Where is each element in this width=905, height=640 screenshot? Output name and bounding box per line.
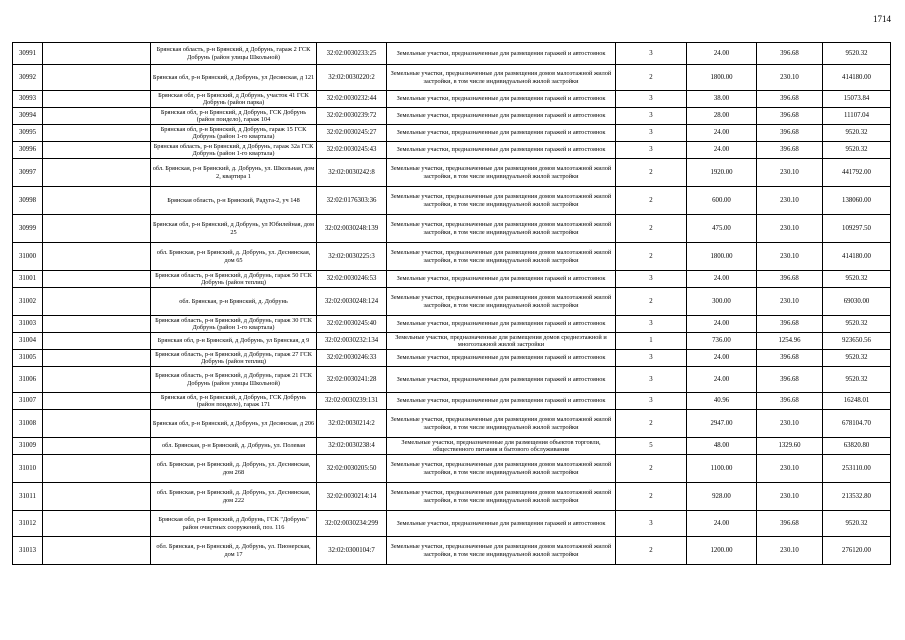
- cadastral-number-cell: 32:02:0030248:124: [317, 288, 387, 316]
- cadastral-number-cell: 32:02:0030241:28: [317, 367, 387, 393]
- cadastral-number-cell: 32:02:0030225:3: [317, 243, 387, 271]
- address-cell: обл. Брянская, р-н Брянский, д. Добрунь: [151, 288, 317, 316]
- blank-cell: [43, 243, 151, 271]
- specific-value-cell: 230.10: [757, 410, 823, 438]
- use-group-cell: 2: [616, 483, 687, 511]
- area-cell: 928.00: [687, 483, 757, 511]
- use-group-cell: 5: [616, 438, 687, 455]
- area-cell: 24.00: [687, 316, 757, 333]
- area-cell: 24.00: [687, 271, 757, 288]
- address-cell: обл. Брянская, р-н Брянский, д. Добрунь, ул. Деснянская, дом 222: [151, 483, 317, 511]
- row-number: 31007: [13, 393, 43, 410]
- table-row: [13, 125, 891, 142]
- land-use-cell: Земельные участки, предназначенные для размещения гаражей и автостоянок: [387, 91, 616, 108]
- row-number: 31000: [13, 243, 43, 271]
- address-cell: Брянская обл, р-н Брянский, д Добрунь, гараж 15 ГСК Добрунь (район 1-го квартала): [151, 125, 317, 142]
- cadastral-value-cell: 923650.56: [823, 333, 891, 350]
- table-row: [13, 455, 891, 483]
- table-row: [13, 483, 891, 511]
- use-group-cell: 3: [616, 125, 687, 142]
- cadastral-number-cell: 32:02:0030214:14: [317, 483, 387, 511]
- address-cell: обл. Брянская, р-н Брянский, д. Добрунь, ул. Пионерская, дом 17: [151, 537, 317, 565]
- land-use-cell: Земельные участки, предназначенные для размещения домов малоэтажной жилой застройки, в том числе индивидуальной жилой застройки: [387, 243, 616, 271]
- use-group-cell: 3: [616, 367, 687, 393]
- specific-value-cell: 230.10: [757, 243, 823, 271]
- table-row: [13, 243, 891, 271]
- blank-cell: [43, 187, 151, 215]
- cadastral-value-table: [12, 42, 891, 565]
- cadastral-value-cell: 63820.80: [823, 438, 891, 455]
- cadastral-value-cell: 16248.01: [823, 393, 891, 410]
- blank-cell: [43, 410, 151, 438]
- specific-value-cell: 230.10: [757, 455, 823, 483]
- row-number: 31006: [13, 367, 43, 393]
- use-group-cell: 2: [616, 455, 687, 483]
- row-number: 31004: [13, 333, 43, 350]
- cadastral-number-cell: 32:02:0030245:27: [317, 125, 387, 142]
- blank-cell: [43, 288, 151, 316]
- cadastral-value-cell: 414180.00: [823, 243, 891, 271]
- land-use-cell: Земельные участки, предназначенные для размещения домов малоэтажной жилой застройки, в том числе индивидуальной жилой застройки: [387, 215, 616, 243]
- specific-value-cell: 230.10: [757, 215, 823, 243]
- specific-value-cell: 396.68: [757, 393, 823, 410]
- table-row: [13, 215, 891, 243]
- area-cell: 40.96: [687, 393, 757, 410]
- table-row: [13, 142, 891, 159]
- use-group-cell: 1: [616, 333, 687, 350]
- land-use-cell: Земельные участки, предназначенные для размещения домов малоэтажной жилой застройки, в том числе индивидуальной жилой застройки: [387, 159, 616, 187]
- land-use-cell: Земельные участки, предназначенные для размещения гаражей и автостоянок: [387, 271, 616, 288]
- table-row: [13, 511, 891, 537]
- specific-value-cell: 396.68: [757, 511, 823, 537]
- area-cell: 24.00: [687, 350, 757, 367]
- specific-value-cell: 230.10: [757, 537, 823, 565]
- area-cell: 736.00: [687, 333, 757, 350]
- land-use-cell: Земельные участки, предназначенные для размещения гаражей и автостоянок: [387, 367, 616, 393]
- cadastral-number-cell: 32:02:0030205:50: [317, 455, 387, 483]
- table-row: [13, 271, 891, 288]
- area-cell: 24.00: [687, 43, 757, 65]
- use-group-cell: 2: [616, 215, 687, 243]
- use-group-cell: 2: [616, 537, 687, 565]
- land-use-cell: Земельные участки, предназначенные для размещения гаражей и автостоянок: [387, 43, 616, 65]
- table-row: [13, 393, 891, 410]
- area-cell: 1800.00: [687, 65, 757, 91]
- land-use-cell: Земельные участки, предназначенные для размещения гаражей и автостоянок: [387, 393, 616, 410]
- area-cell: 24.00: [687, 125, 757, 142]
- cadastral-value-cell: 138060.00: [823, 187, 891, 215]
- land-use-cell: Земельные участки, предназначенные для размещения гаражей и автостоянок: [387, 511, 616, 537]
- use-group-cell: 3: [616, 350, 687, 367]
- cadastral-number-cell: 32:02:0030239:131: [317, 393, 387, 410]
- table-row: [13, 537, 891, 565]
- cadastral-value-cell: 414180.00: [823, 65, 891, 91]
- use-group-cell: 2: [616, 410, 687, 438]
- blank-cell: [43, 43, 151, 65]
- table-row: [13, 288, 891, 316]
- cadastral-value-cell: 11107.04: [823, 108, 891, 125]
- blank-cell: [43, 65, 151, 91]
- use-group-cell: 2: [616, 187, 687, 215]
- address-cell: обл. Брянская, р-н Брянский, д. Добрунь, ул. Школьная, дом 2, квартира 1: [151, 159, 317, 187]
- row-number: 30994: [13, 108, 43, 125]
- area-cell: 24.00: [687, 367, 757, 393]
- specific-value-cell: 1254.96: [757, 333, 823, 350]
- use-group-cell: 2: [616, 159, 687, 187]
- blank-cell: [43, 438, 151, 455]
- area-cell: 1100.00: [687, 455, 757, 483]
- address-cell: Брянская обл, р-н Брянский, д Добрунь, ул Десянская, д 206: [151, 410, 317, 438]
- blank-cell: [43, 483, 151, 511]
- cadastral-number-cell: 32:02:0030232:134: [317, 333, 387, 350]
- blank-cell: [43, 142, 151, 159]
- row-number: 30997: [13, 159, 43, 187]
- land-use-cell: Земельные участки, предназначенные для размещения домов среднеэтажной и многоэтажной жилой застройки: [387, 333, 616, 350]
- address-cell: обл. Брянская, р-н Брянский, д. Добрунь, ул. Деснянская, дом 65: [151, 243, 317, 271]
- row-number: 30998: [13, 187, 43, 215]
- cadastral-number-cell: 32:02:0030239:72: [317, 108, 387, 125]
- row-number: 30991: [13, 43, 43, 65]
- table-body: [13, 43, 891, 565]
- use-group-cell: 3: [616, 393, 687, 410]
- blank-cell: [43, 108, 151, 125]
- cadastral-value-cell: 69030.00: [823, 288, 891, 316]
- table-row: [13, 333, 891, 350]
- area-cell: 2947.00: [687, 410, 757, 438]
- cadastral-value-cell: 441792.00: [823, 159, 891, 187]
- address-cell: Брянская обл, р-н Брянский, д Добрунь, ГСК Добрунь (район поидело), гараж 104: [151, 108, 317, 125]
- cadastral-value-cell: 109297.50: [823, 215, 891, 243]
- land-use-cell: Земельные участки, предназначенные для размещения домов малоэтажной жилой застройки, в том числе индивидуальной жилой застройки: [387, 288, 616, 316]
- table-row: [13, 367, 891, 393]
- address-cell: Брянская область, р-н Брянский, д Добрунь, гараж 21 ГСК Добрунь (район улицы Школьной): [151, 367, 317, 393]
- row-number: 30999: [13, 215, 43, 243]
- table-row: [13, 350, 891, 367]
- blank-cell: [43, 393, 151, 410]
- row-number: 31009: [13, 438, 43, 455]
- specific-value-cell: 396.68: [757, 108, 823, 125]
- cadastral-number-cell: 32:02:0030248:139: [317, 215, 387, 243]
- blank-cell: [43, 125, 151, 142]
- cadastral-number-cell: 32:02:0300104:7: [317, 537, 387, 565]
- address-cell: Брянская обл, р-н Брянский, д Добрунь, ул Брянская, д 9: [151, 333, 317, 350]
- cadastral-number-cell: 32:02:0030246:53: [317, 271, 387, 288]
- address-cell: Брянская обл, р-н Брянский, д Добрунь, ул Юбилейная, дом 25: [151, 215, 317, 243]
- cadastral-number-cell: 32:02:0030245:43: [317, 142, 387, 159]
- row-number: 31001: [13, 271, 43, 288]
- land-use-cell: Земельные участки, предназначенные для размещения домов малоэтажной жилой застройки, в том числе индивидуальной жилой застройки: [387, 455, 616, 483]
- specific-value-cell: 396.68: [757, 43, 823, 65]
- row-number: 30992: [13, 65, 43, 91]
- address-cell: Брянская область, р-н Брянский, д Добрунь, гараж 27 ГСК Добрунь (район теплиц): [151, 350, 317, 367]
- row-number: 30993: [13, 91, 43, 108]
- row-number: 30996: [13, 142, 43, 159]
- specific-value-cell: 396.68: [757, 125, 823, 142]
- use-group-cell: 3: [616, 91, 687, 108]
- table-row: [13, 410, 891, 438]
- area-cell: 28.00: [687, 108, 757, 125]
- cadastral-value-cell: 9520.32: [823, 316, 891, 333]
- land-use-cell: Земельные участки, предназначенные для размещения домов малоэтажной жилой застройки, в том числе индивидуальной жилой застройки: [387, 65, 616, 91]
- land-use-cell: Земельные участки, предназначенные для размещения гаражей и автостоянок: [387, 316, 616, 333]
- specific-value-cell: 396.68: [757, 350, 823, 367]
- cadastral-number-cell: 32:02:0030234:299: [317, 511, 387, 537]
- table-row: [13, 91, 891, 108]
- blank-cell: [43, 333, 151, 350]
- cadastral-value-cell: 9520.32: [823, 511, 891, 537]
- area-cell: 24.00: [687, 511, 757, 537]
- area-cell: 38.00: [687, 91, 757, 108]
- cadastral-value-cell: 9520.32: [823, 271, 891, 288]
- cadastral-number-cell: 32:02:0030245:40: [317, 316, 387, 333]
- use-group-cell: 2: [616, 65, 687, 91]
- land-use-cell: Земельные участки, предназначенные для размещения гаражей и автостоянок: [387, 142, 616, 159]
- row-number: 31010: [13, 455, 43, 483]
- area-cell: 1200.00: [687, 537, 757, 565]
- use-group-cell: 3: [616, 43, 687, 65]
- use-group-cell: 2: [616, 243, 687, 271]
- use-group-cell: 3: [616, 108, 687, 125]
- blank-cell: [43, 215, 151, 243]
- address-cell: Брянская область, р-н Брянский, д Добрунь, гараж 32а ГСК Добрунь (район 1-го квартала): [151, 142, 317, 159]
- use-group-cell: 3: [616, 271, 687, 288]
- cadastral-value-cell: 213532.80: [823, 483, 891, 511]
- blank-cell: [43, 455, 151, 483]
- row-number: 31005: [13, 350, 43, 367]
- specific-value-cell: 1329.60: [757, 438, 823, 455]
- land-use-cell: Земельные участки, предназначенные для размещения домов малоэтажной жилой застройки, в том числе индивидуальной жилой застройки: [387, 483, 616, 511]
- address-cell: обл. Брянская, р-н Брянский, д. Добрунь, ул. Полевая: [151, 438, 317, 455]
- area-cell: 600.00: [687, 187, 757, 215]
- address-cell: обл. Брянская, р-н Брянский, д. Добрунь, ул. Деснянская, дом 268: [151, 455, 317, 483]
- table-row: [13, 65, 891, 91]
- page-number: 1714: [873, 14, 891, 24]
- use-group-cell: 2: [616, 288, 687, 316]
- row-number: 30995: [13, 125, 43, 142]
- area-cell: 300.00: [687, 288, 757, 316]
- specific-value-cell: 230.10: [757, 187, 823, 215]
- cadastral-value-cell: 9520.32: [823, 125, 891, 142]
- row-number: 31011: [13, 483, 43, 511]
- use-group-cell: 3: [616, 316, 687, 333]
- row-number: 31013: [13, 537, 43, 565]
- area-cell: 24.00: [687, 142, 757, 159]
- specific-value-cell: 230.10: [757, 288, 823, 316]
- cadastral-value-cell: 9520.32: [823, 350, 891, 367]
- use-group-cell: 3: [616, 142, 687, 159]
- address-cell: Брянская область, р-н Брянский, д Добрунь, гараж 2 ГСК Добрунь (район улицы Школьной): [151, 43, 317, 65]
- address-cell: Брянская обл, р-н Брянский, д Добрунь, участок 41 ГСК Добрунь (район парка): [151, 91, 317, 108]
- address-cell: Брянская обл, р-н Брянский, д Добрунь, ГСК "Добрунь" район очистных сооружений, поз. 116: [151, 511, 317, 537]
- specific-value-cell: 396.68: [757, 271, 823, 288]
- cadastral-number-cell: 32:02:0030214:2: [317, 410, 387, 438]
- cadastral-number-cell: 32:02:0030246:33: [317, 350, 387, 367]
- table-row: [13, 438, 891, 455]
- cadastral-value-cell: 9520.32: [823, 142, 891, 159]
- blank-cell: [43, 91, 151, 108]
- cadastral-number-cell: 32:02:0030233:25: [317, 43, 387, 65]
- specific-value-cell: 230.10: [757, 483, 823, 511]
- cadastral-number-cell: 32:02:0030242:8: [317, 159, 387, 187]
- cadastral-value-cell: 253110.00: [823, 455, 891, 483]
- blank-cell: [43, 159, 151, 187]
- specific-value-cell: 396.68: [757, 142, 823, 159]
- specific-value-cell: 230.10: [757, 159, 823, 187]
- land-use-cell: Земельные участки, предназначенные для размещения гаражей и автостоянок: [387, 350, 616, 367]
- land-use-cell: Земельные участки, предназначенные для размещения домов малоэтажной жилой застройки, в том числе индивидуальной жилой застройки: [387, 187, 616, 215]
- cadastral-value-cell: 9520.32: [823, 367, 891, 393]
- blank-cell: [43, 367, 151, 393]
- specific-value-cell: 396.68: [757, 367, 823, 393]
- land-use-cell: Земельные участки, предназначенные для размещения домов малоэтажной жилой застройки, в том числе индивидуальной жилой застройки: [387, 537, 616, 565]
- area-cell: 1920.00: [687, 159, 757, 187]
- land-use-cell: Земельные участки, предназначенные для размещения гаражей и автостоянок: [387, 125, 616, 142]
- cadastral-number-cell: 32:02:0030238:4: [317, 438, 387, 455]
- cadastral-value-cell: 276120.00: [823, 537, 891, 565]
- cadastral-number-cell: 32:02:0176303:36: [317, 187, 387, 215]
- use-group-cell: 3: [616, 511, 687, 537]
- table-row: [13, 187, 891, 215]
- table-row: [13, 159, 891, 187]
- address-cell: Брянская обл, р-н Брянский, д Добрунь, ГСК Добрунь (район поидело), гараж 171: [151, 393, 317, 410]
- cadastral-value-cell: 15073.84: [823, 91, 891, 108]
- address-cell: Брянская обл, р-н Брянский, д Добрунь, ул Десянская, д 121: [151, 65, 317, 91]
- address-cell: Брянская область, р-н Брянский, Радуга-2, уч 148: [151, 187, 317, 215]
- blank-cell: [43, 511, 151, 537]
- blank-cell: [43, 350, 151, 367]
- land-use-cell: Земельные участки, предназначенные для размещения объектов торговли, общественного питания и бытового обслуживания: [387, 438, 616, 455]
- blank-cell: [43, 271, 151, 288]
- cadastral-value-cell: 9520.32: [823, 43, 891, 65]
- cadastral-number-cell: 32:02:0030220:2: [317, 65, 387, 91]
- cadastral-value-cell: 678104.70: [823, 410, 891, 438]
- row-number: 31008: [13, 410, 43, 438]
- row-number: 31003: [13, 316, 43, 333]
- land-use-cell: Земельные участки, предназначенные для размещения гаражей и автостоянок: [387, 108, 616, 125]
- specific-value-cell: 396.68: [757, 316, 823, 333]
- table-row: [13, 316, 891, 333]
- land-use-cell: Земельные участки, предназначенные для размещения домов малоэтажной жилой застройки, в том числе индивидуальной жилой застройки: [387, 410, 616, 438]
- specific-value-cell: 230.10: [757, 65, 823, 91]
- address-cell: Брянская область, р-н Брянский, д Добрунь, гараж 30 ГСК Добрунь (район 1-го квартала): [151, 316, 317, 333]
- cadastral-number-cell: 32:02:0030232:44: [317, 91, 387, 108]
- blank-cell: [43, 537, 151, 565]
- table-row: [13, 43, 891, 65]
- table-row: [13, 108, 891, 125]
- area-cell: 1800.00: [687, 243, 757, 271]
- specific-value-cell: 396.68: [757, 91, 823, 108]
- blank-cell: [43, 316, 151, 333]
- address-cell: Брянская область, р-н Брянский, д Добрунь, гараж 50 ГСК Добрунь (район теплиц): [151, 271, 317, 288]
- row-number: 31002: [13, 288, 43, 316]
- area-cell: 475.00: [687, 215, 757, 243]
- row-number: 31012: [13, 511, 43, 537]
- area-cell: 48.00: [687, 438, 757, 455]
